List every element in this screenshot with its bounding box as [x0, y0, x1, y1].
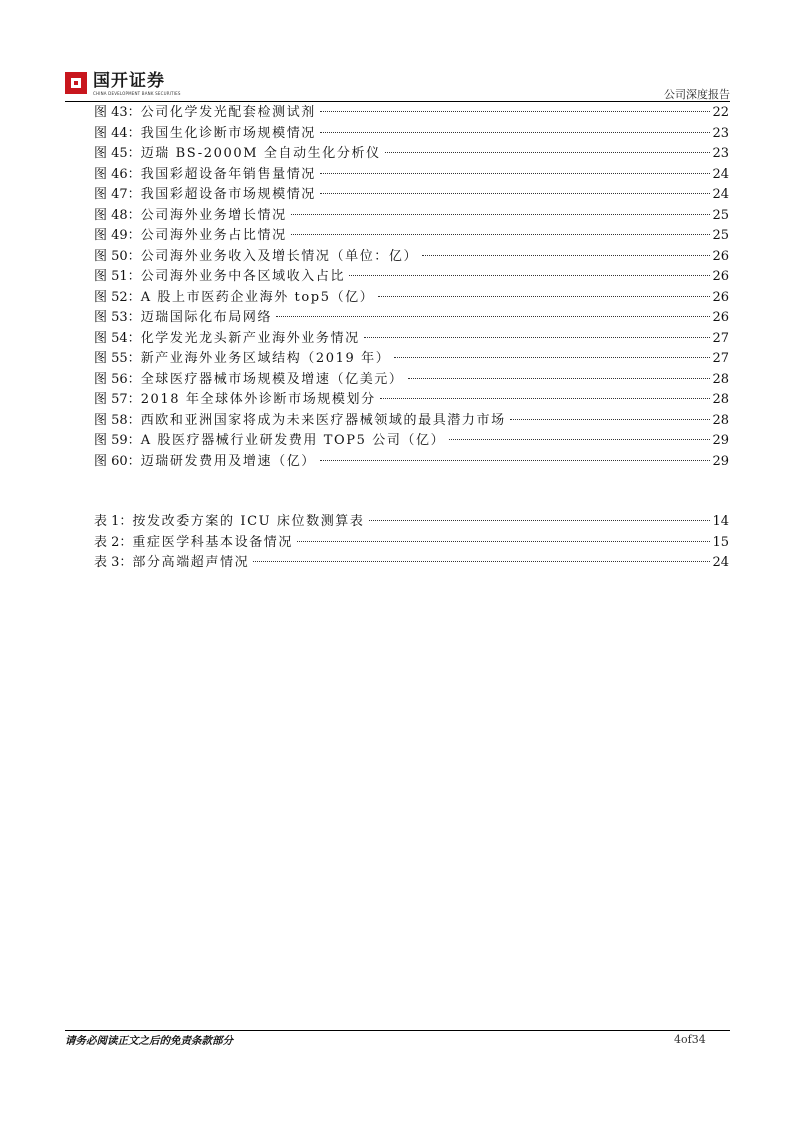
- entry-title: 公司海外业务收入及增长情况（单位：亿）: [140, 248, 419, 264]
- entry-page-number: 26: [712, 310, 729, 325]
- dot-leader: [320, 460, 711, 461]
- entry-title: 重症医学科基本设备情况: [132, 534, 294, 550]
- dot-leader: [369, 520, 711, 521]
- entry-page-number: 25: [712, 228, 729, 243]
- toc-entry[interactable]: [94, 103, 729, 124]
- dot-leader: [320, 132, 711, 133]
- toc-entry[interactable]: [94, 144, 729, 165]
- logo-chinese-name: 国开证券: [93, 71, 165, 91]
- entry-label: 图 54：: [94, 330, 141, 346]
- toc-entry[interactable]: [94, 390, 729, 411]
- entry-title: 公司海外业务中各区域收入占比: [140, 269, 346, 284]
- entry-page-number: 23: [712, 125, 729, 141]
- entry-page-number: 22: [712, 105, 729, 120]
- entry-label: 图 50：: [94, 248, 141, 264]
- toc-entry[interactable]: [94, 185, 729, 206]
- toc-entry[interactable]: [94, 349, 729, 370]
- header-divider: [65, 101, 730, 102]
- entry-page-number: 24: [712, 555, 729, 570]
- table-list: [94, 512, 729, 574]
- entry-title: 公司海外业务增长情况: [140, 207, 287, 223]
- dot-leader: [276, 316, 710, 317]
- entry-page-number: 26: [712, 289, 729, 305]
- dot-leader: [349, 275, 710, 276]
- toc-entry[interactable]: [94, 533, 729, 554]
- entry-title: 部分高端超声情况: [132, 555, 250, 570]
- dot-leader: [385, 152, 711, 153]
- dot-leader: [408, 378, 711, 379]
- dot-leader: [320, 193, 711, 194]
- entry-page-number: 27: [712, 351, 729, 366]
- report-type: 公司深度报告: [664, 88, 730, 101]
- toc-entry[interactable]: [94, 288, 729, 309]
- dot-leader: [297, 541, 710, 542]
- entry-title: 公司化学发光配套检测试剂: [140, 105, 316, 120]
- toc-entry[interactable]: [94, 124, 729, 145]
- toc-entry[interactable]: [94, 267, 729, 288]
- entry-title: 迈瑞 BS-2000M 全自动生化分析仪: [140, 146, 381, 161]
- figure-list: [94, 103, 729, 472]
- dot-leader: [291, 234, 711, 235]
- entry-title: 新产业海外业务区域结构（2019 年）: [140, 351, 391, 366]
- toc-entry[interactable]: [94, 553, 729, 574]
- entry-label: 图 48：: [94, 207, 141, 223]
- dot-leader: [394, 357, 710, 358]
- entry-title: A 股医疗器械行业研发费用 TOP5 公司（亿）: [140, 433, 446, 448]
- dot-leader: [510, 419, 711, 420]
- entry-label: 图 59：: [94, 433, 141, 448]
- entry-page-number: 29: [712, 453, 729, 469]
- entry-page-number: 24: [712, 166, 729, 182]
- entry-title: A 股上市医药企业海外 top5（亿）: [140, 289, 375, 305]
- entry-title: 化学发光龙头新产业海外业务情况: [140, 330, 360, 346]
- entry-page-number: 28: [712, 412, 729, 428]
- entry-title: 我国彩超设备市场规模情况: [140, 187, 316, 202]
- toc-entry[interactable]: [94, 329, 729, 350]
- dot-leader: [253, 561, 710, 562]
- toc-entry[interactable]: [94, 512, 729, 533]
- entry-page-number: 24: [712, 187, 729, 202]
- entry-page-number: 23: [712, 146, 729, 161]
- entry-page-number: 29: [712, 433, 729, 448]
- entry-title: 我国彩超设备年销售量情况: [140, 166, 316, 182]
- company-logo: [65, 72, 181, 96]
- logo-english-name: CHINA DEVELOPMENT BANK SECURITIES: [93, 91, 181, 96]
- entry-page-number: 26: [712, 269, 729, 284]
- entry-title: 2018 年全球体外诊断市场规模划分: [140, 392, 376, 407]
- toc-entry[interactable]: [94, 308, 729, 329]
- entry-label: 图 46：: [94, 166, 141, 182]
- toc-entry[interactable]: [94, 226, 729, 247]
- dot-leader: [364, 337, 711, 338]
- page-header: [65, 66, 730, 102]
- entry-label: 表 3：: [94, 555, 133, 570]
- entry-page-number: 25: [712, 207, 729, 223]
- dot-leader: [378, 296, 710, 297]
- dot-leader: [291, 214, 711, 215]
- toc-entry[interactable]: [94, 452, 729, 473]
- entry-label: 图 53：: [94, 310, 141, 325]
- footer-divider: [65, 1030, 730, 1031]
- toc-entry[interactable]: [94, 370, 729, 391]
- dot-leader: [320, 173, 711, 174]
- entry-title: 公司海外业务占比情况: [140, 228, 287, 243]
- entry-label: 图 52：: [94, 289, 141, 305]
- dot-leader: [449, 439, 710, 440]
- entry-label: 图 58：: [94, 412, 141, 428]
- entry-page-number: 28: [712, 392, 729, 407]
- entry-title: 我国生化诊断市场规模情况: [140, 125, 316, 141]
- entry-label: 图 55：: [94, 351, 141, 366]
- entry-page-number: 26: [712, 248, 729, 264]
- logo-mark-icon: [65, 72, 87, 94]
- toc-entry[interactable]: [94, 206, 729, 227]
- entry-label: 表 2：: [94, 534, 133, 550]
- entry-label: 图 44：: [94, 125, 141, 141]
- toc-entry[interactable]: [94, 247, 729, 268]
- entry-label: 图 45：: [94, 146, 141, 161]
- dot-leader: [320, 111, 711, 112]
- entry-label: 图 57：: [94, 392, 141, 407]
- entry-label: 图 51：: [94, 269, 141, 284]
- toc-entry[interactable]: [94, 431, 729, 452]
- entry-title: 西欧和亚洲国家将成为未来医疗器械领域的最具潜力市场: [140, 412, 506, 428]
- entry-page-number: 15: [712, 534, 729, 550]
- page-number: 4of34: [674, 1033, 706, 1046]
- entry-page-number: 14: [712, 514, 729, 529]
- entry-label: 图 43：: [94, 105, 141, 120]
- entry-label: 图 47：: [94, 187, 141, 202]
- entry-title: 迈瑞国际化布局网络: [140, 310, 273, 325]
- entry-title: 迈瑞研发费用及增速（亿）: [140, 453, 316, 469]
- toc-entry[interactable]: [94, 165, 729, 186]
- entry-title: 按发改委方案的 ICU 床位数测算表: [132, 514, 365, 529]
- entry-label: 图 60：: [94, 453, 141, 469]
- toc-entry[interactable]: [94, 411, 729, 432]
- dot-leader: [422, 255, 710, 256]
- footer-disclaimer: 请务必阅读正文之后的免责条款部分: [65, 1035, 233, 1047]
- entry-page-number: 28: [712, 371, 729, 387]
- entry-page-number: 27: [712, 330, 729, 346]
- entry-title: 全球医疗器械市场规模及增速（亿美元）: [140, 371, 404, 387]
- entry-label: 图 49：: [94, 228, 141, 243]
- entry-label: 图 56：: [94, 371, 141, 387]
- dot-leader: [380, 398, 711, 399]
- entry-label: 表 1：: [94, 514, 133, 529]
